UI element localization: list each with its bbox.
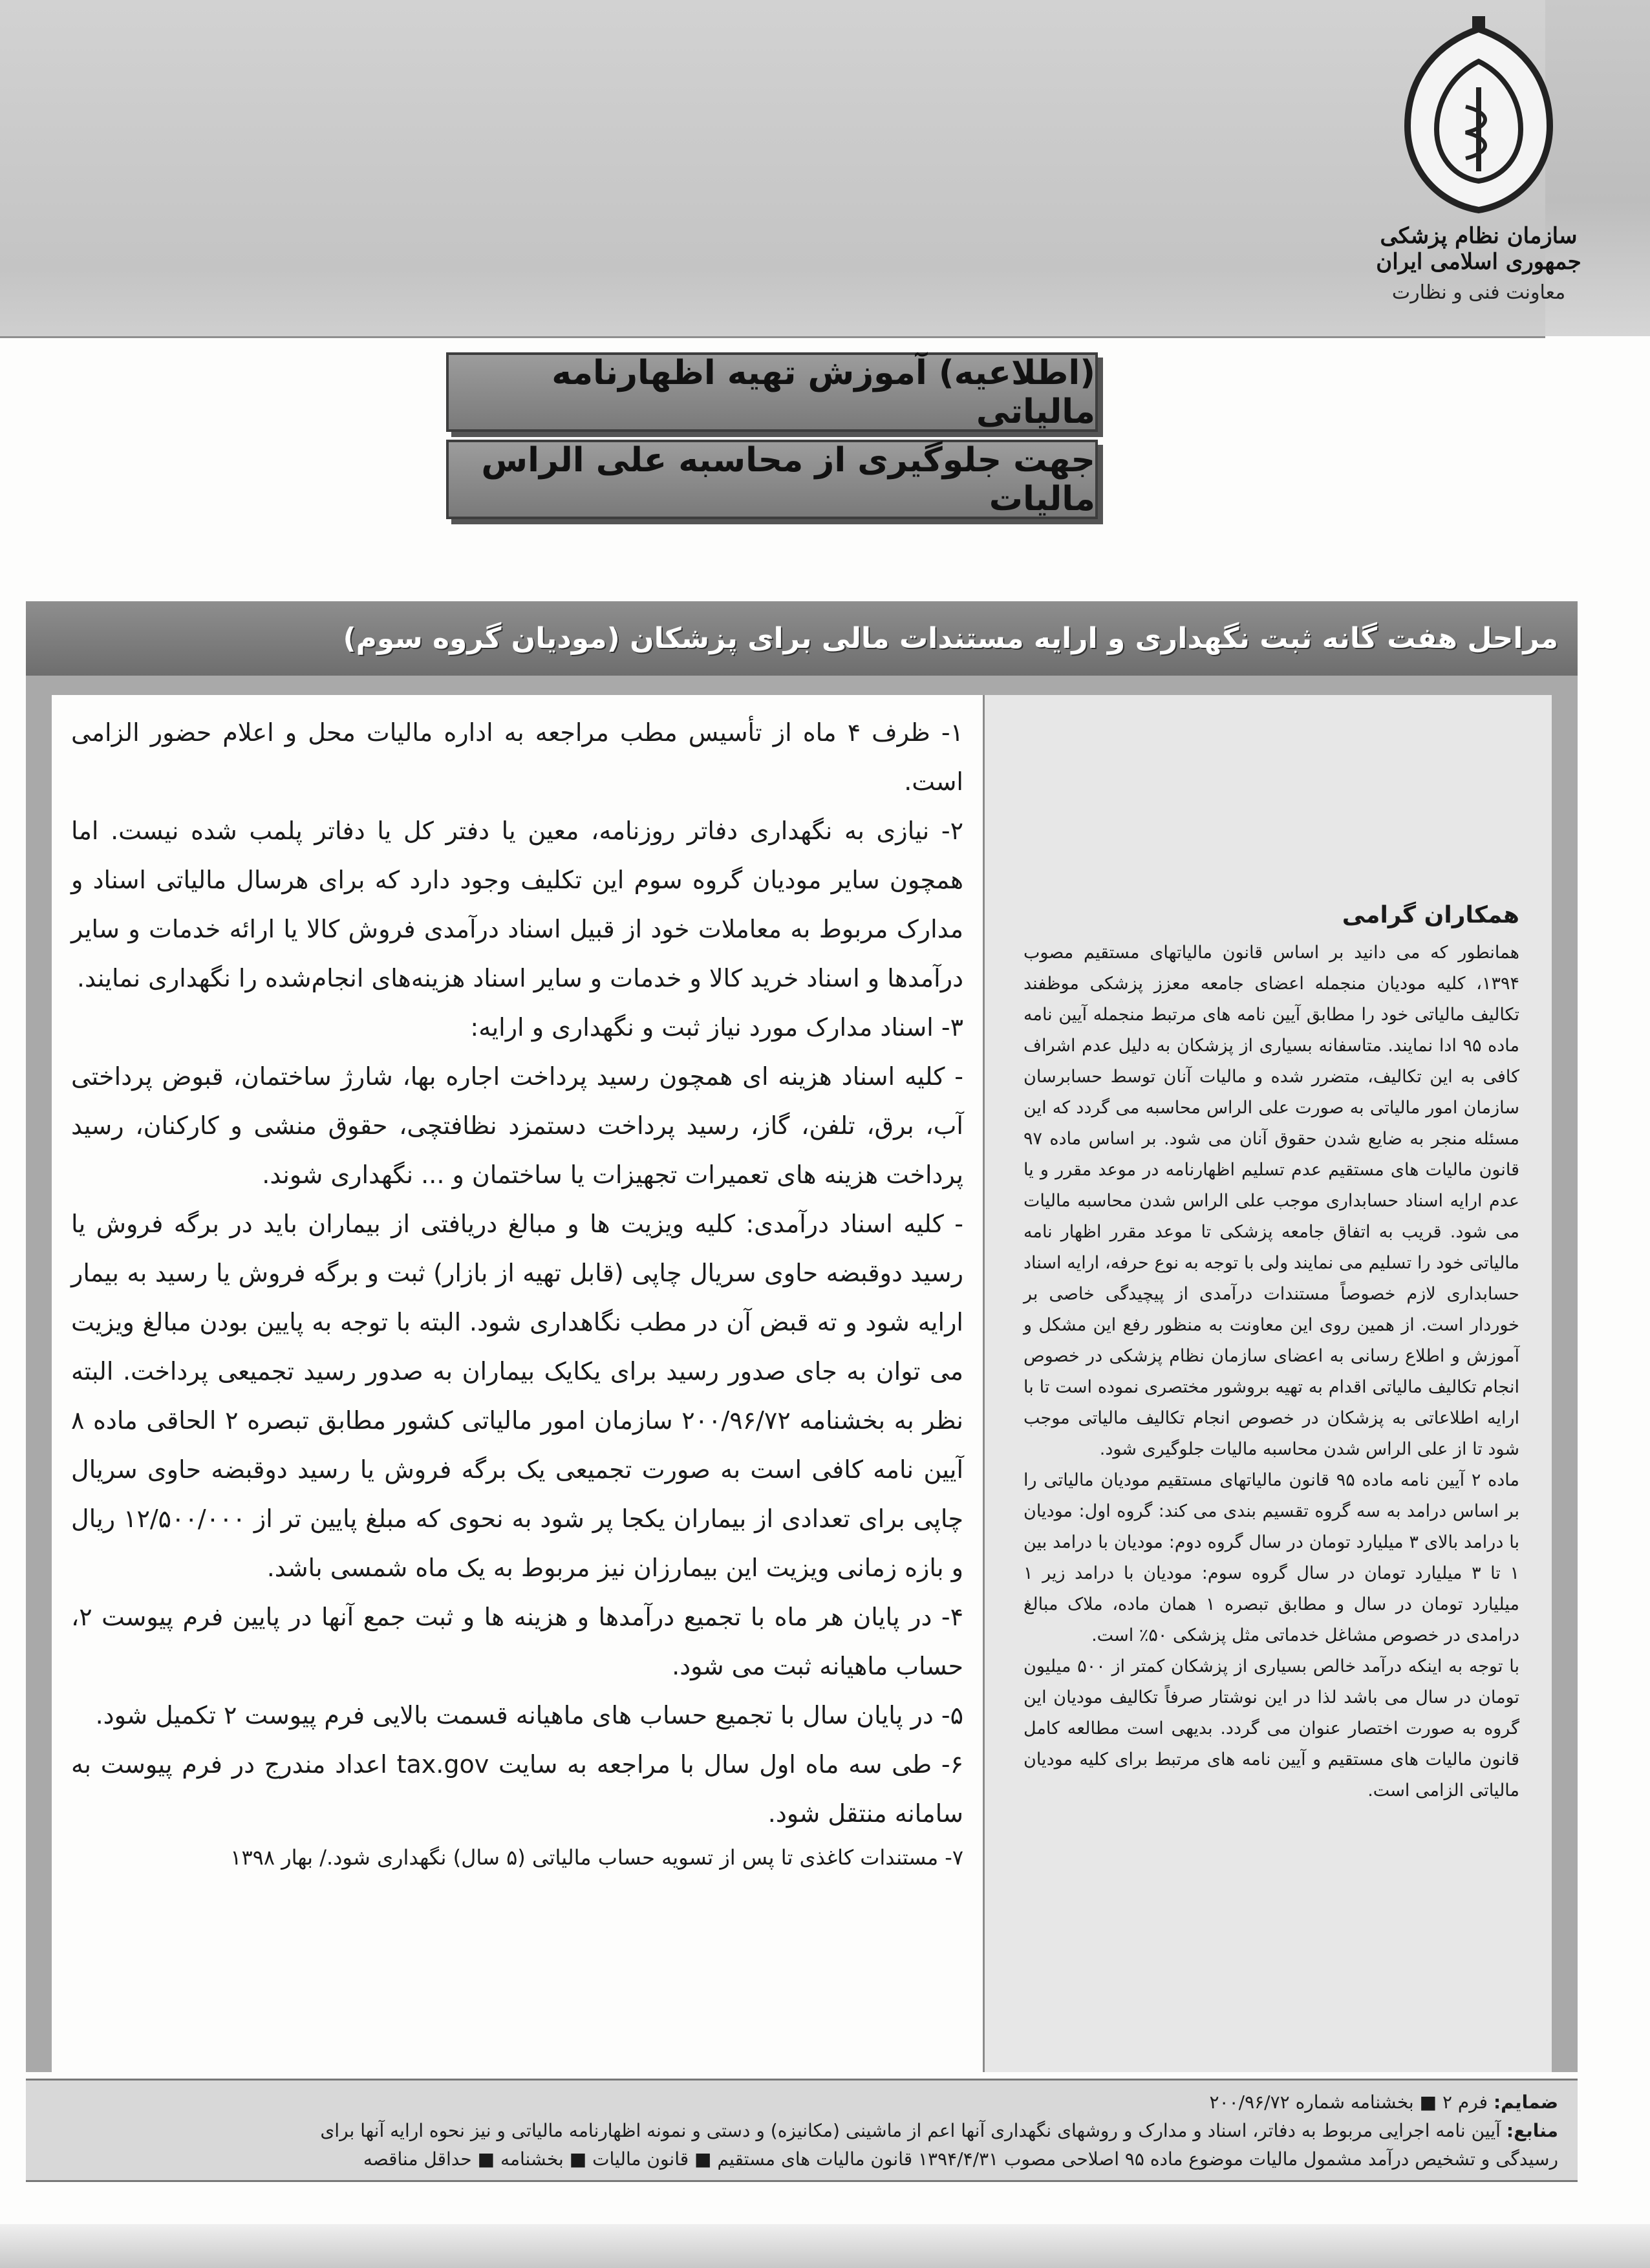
step-paragraph: ۴- در پایان هر ماه با تجمیع درآمدها و هزینه ها و ثبت جمع آنها در پایین فرم پیوست ۲، حساب ماهیانه ثبت می شود. bbox=[71, 1603, 963, 1680]
sources-line-2: رسیدگی و تشخیص درآمد مشمول مالیات موضوع ماده ۹۵ اصلاحی مصوب ۱۳۹۴/۴/۳۱ قانون مالیات های مستقیم ■ قانون مالیات ■ بخشنامه ■ حداقل مناقصه bbox=[363, 2148, 1558, 2170]
attachments-label: ضمایم: bbox=[1493, 2091, 1558, 2113]
step-paragraph: ۳- اسناد مدارک مورد نیاز ثبت و نگهداری و ارایه: bbox=[470, 1013, 963, 1042]
sidebar-heading: همکاران گرامی bbox=[1342, 902, 1519, 928]
section-header bbox=[26, 601, 1578, 676]
step-paragraph: ۵- در پایان سال با تجمیع حساب های ماهیانه قسمت بالایی فرم پیوست ۲ تکمیل شود. bbox=[95, 1701, 963, 1729]
sidebar-column bbox=[983, 695, 1552, 2072]
step-paragraph: - کلیه اسناد درآمدی: کلیه ویزیت ها و مبالغ دریافتی از بیماران باید در برگه فروش یا رسید دوقبضه حاوی سریال چاپی (قابل تهیه از بازار) ثبت و برگه فروش یا رسید به بیمار ارایه شود و ته قبض آن در مطب نگاهداری شود. البته با توجه به پایین بودن مبالغ ویزیت می توان به جای صدور رسید برای یکایک بیماران به صدور رسید تجمیعی پرداخت. البته نظر به بخشنامه ۲۰۰/۹۶/۷۲ سازمان امور مالیاتی کشور مطابق تبصره ۲ الحاقی ماده ۸ آیین نامه کافی است به صورت تجمیعی یک برگه فروش یا رسید دوقبضه حاوی سریال چاپی برای تعدادی از بیماران یکجا پر شود به نحوی که مبلغ پایین تر از ۱۲/۵۰۰/۰۰۰ ریال و بازه زمانی ویزیت این بیمارزان نیز مربوط به یک ماه شمسی باشد. bbox=[71, 1210, 963, 1582]
main-column bbox=[52, 695, 983, 2072]
medical-council-logo-icon bbox=[1388, 16, 1569, 217]
sidebar-paragraph: با توجه به اینکه درآمد خالص بسیاری از پزشکان کمتر از ۵۰۰ میلیون تومان در سال می باشد لذا در این نوشتار صرفاً تکالیف مودیان این گروه به صورت اختصار عنوان می گردد. بدیهی است مطالعه کامل قانون مالیات های مستقیم و آیین نامه های مرتبط برای کلیه مودیان مالیاتی الزامی است. bbox=[1023, 1656, 1519, 1801]
step-paragraph: ۱- ظرف ۴ ماه از تأسیس مطب مراجعه به اداره مالیات محل و اعلام حضور الزامی است. bbox=[71, 718, 963, 796]
section-title: مراحل هفت گانه ثبت نگهداری و ارایه مستندات مالی برای پزشکان (مودیان گروه سوم) bbox=[343, 622, 1558, 655]
sources-label: منابع: bbox=[1506, 2120, 1558, 2141]
logo-block bbox=[1369, 16, 1589, 314]
step-paragraph: ۲- نیازی به نگهداری دفاتر روزنامه، معین یا دفتر کل یا دفاتر پلمب شده نیست. اما همچون سایر مودیان گروه سوم این تکلیف وجود دارد که برای هرسال مالیاتی اسناد و مدارک مربوط به معاملات خود از قبیل اسناد درآمدی فروش کالا یا ارائه خدمات و سایر درآمدها و اسناد خرید کالا و خدمات و سایر اسناد هزینه‌های انجام‌شده را نگهداری نمایند. bbox=[71, 817, 963, 992]
step-paragraph: - کلیه اسناد هزینه ای همچون رسید پرداخت اجاره بها، شارژ ساختمان، قبوض پرداختی آب، برق، تلفن، گاز، رسید پرداخت دستمزد نظافتچی، حقوق منشی و کارکنان، رسید پرداخت هزینه های تعمیرات تجهیزات یا ساختمان و ... نگهداری شوند. bbox=[71, 1062, 963, 1189]
footer-attachments bbox=[45, 2088, 1558, 2117]
attachments-text: فرم ۲ ■ بخشنامه شماره ۲۰۰/۹۶/۷۲ bbox=[1209, 2091, 1488, 2113]
title-line-2: جهت جلوگیری از محاسبه علی الراس مالیات bbox=[446, 440, 1098, 519]
footer-references bbox=[26, 2079, 1578, 2182]
header-strip bbox=[0, 0, 1545, 338]
footer-sources bbox=[45, 2117, 1558, 2145]
bottom-band bbox=[0, 2224, 1650, 2268]
sidebar-paragraph: ماده ۲ آیین نامه ماده ۹۵ قانون مالیاتهای مستقیم مودیان مالیاتی را بر اساس درامد به سه گروه تقسیم بندی می کند: گروه اول: مودیان با درامد بالای ۳ میلیارد تومان در سال گروه دوم: مودیان با درامد بین ۱ تا ۳ میلیارد تومان در سال گروه سوم: مودیان با درامد زیر ۱ میلیارد تومان در سال و مطابق تبصره ۱ همان ماده، ملاک مبالغ درامدی در خصوص مشاغل خدماتی مثل پزشکی ۵۰٪ است. bbox=[1023, 1470, 1520, 1645]
org-name: سازمان نظام پزشکی جمهوری اسلامی ایران bbox=[1376, 223, 1581, 275]
sidebar-paragraph: همانطور که می دانید بر اساس قانون مالیاتهای مستقیم مصوب ۱۳۹۴، کلیه مودیان منجمله اعضای جامعه معزز پزشکی موظفند تکالیف مالیاتی خود را مطابق آیین نامه های مرتبط منجمله آیین نامه ماده ۹۵ ادا نمایند. متاسفانه بسیاری از پزشکان به دلیل عدم اشراف کافی به این تکالیف، متضرر شده و مالیات آنان توسط حسابرسان سازمان امور مالیاتی به صورت علی الراس محاسبه می گردد که این مسئله منجر به ضایع شدن حقوق آنان می شود. بر اساس ماده ۹۷ قانون مالیات های مستقیم عدم تسلیم اظهارنامه در موعد مقرر و یا عدم ارایه اسناد حسابداری موجب علی الراس شدن محاسبه مالیات می شود. قریب به اتفاق جامعه پزشکی تا موعد مقرر اظهار نامه مالیاتی خود را تسلیم می نمایند ولی با توجه به نوع حرفه، ارایه اسناد حسابداری لازم خصوصاً مستندات درآمدی از پیچیدگی خاصی بر خوردار است. از همین روی این معاونت به منظور رفع این مشکل و آموزش و اطلاع رسانی به اعضای سازمان نظام پزشکی در خصوص انجام تکالیف مالیاتی اقدام به تهیه بروشور مختصری نموده است تا با ارایه اطلاعاتی به پزشکان در خصوص انجام تکالیف مالیاتی موجب شود تا از علی الراس شدن محاسبه مالیات جلوگیری شود. bbox=[1023, 943, 1519, 1459]
sources-line-1: آیین نامه اجرایی مربوط به دفاتر، اسناد و مدارک و روشهای نگهداری آنها اعم از ماشینی (مکانیزه) و دستی و نمونه اظهارنامه مالیاتی و نیز نحوه ارایه آنها برای bbox=[320, 2120, 1501, 2141]
step-paragraph-final: ۷- مستندات کاغذی تا پس از تسویه حساب مالیاتی (۵ سال) نگهداری شود./ بهار ۱۳۹۸ bbox=[230, 1845, 963, 1870]
step-paragraph: ۶- طی سه ماه اول سال با مراجعه به سایت tax.gov اعداد مندرج در فرم پیوست به سامانه منتقل شود. bbox=[71, 1750, 963, 1828]
title-line-1: (اطلاعیه) آموزش تهیه اظهارنامه مالیاتی bbox=[446, 352, 1098, 432]
org-subtitle: معاونت فنی و نظارت bbox=[1391, 281, 1566, 304]
